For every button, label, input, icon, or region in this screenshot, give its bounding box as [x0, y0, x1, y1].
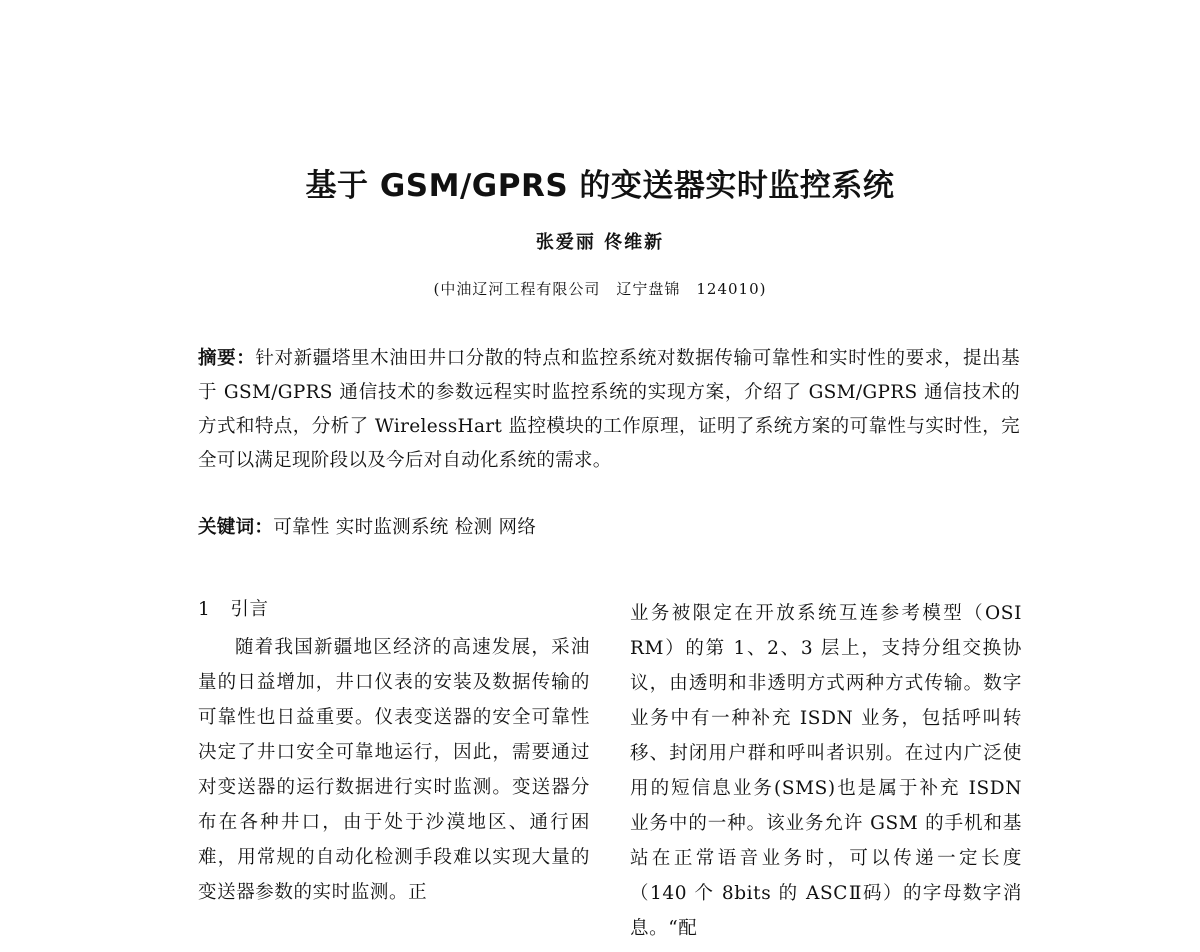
left-column: [198, 594, 590, 910]
right-column: [630, 596, 1022, 946]
keywords: [198, 511, 1020, 545]
section-number: 1: [198, 599, 211, 620]
section-title: 引言: [230, 599, 269, 620]
abstract-label: 摘要：: [198, 348, 256, 369]
authors: 张爱丽 佟维新: [535, 232, 665, 253]
paper-title: 基于 GSM/GPRS 的变送器实时监控系统: [305, 168, 895, 204]
abstract: [198, 342, 1020, 478]
keywords-label: 关键词：: [198, 517, 274, 538]
left-column-paragraph: 随着我国新疆地区经济的高速发展，采油量的日益增加，井口仪表的安装及数据传输的可靠性也日益重要。仪表变送器的安全可靠性决定了井口安全可靠地运行，因此，需要通过对变送器的运行数据进行实时监测。变送器分布在各种井口，由于处于沙漠地区、通行困难，用常规的自动化检测手段难以实现大量的变送器参数的实时监测。正: [198, 637, 590, 903]
affiliation: (中油辽河工程有限公司 辽宁盘锦 124010): [433, 280, 767, 298]
right-column-paragraph: 业务被限定在开放系统互连参考模型（OSI RM）的第 1、2、3 层上，支持分组交换协议，由透明和非透明方式两种方式传输。数字业务中有一种补充 ISDN 业务，包括呼叫转移、封闭用户群和呼叫者识别。在过内广泛使用的短信息业务(SMS)也是属于补充 ISDN 业务中的一种。该业务允许 GSM 的手机和基站在正常语音业务时，可以传递一定长度（140 个 8bits 的 ASCⅡ码）的字母数字消息。“配: [630, 603, 1022, 939]
abstract-text: 针对新疆塔里木油田井口分散的特点和监控系统对数据传输可靠性和实时性的要求，提出基于 GSM/GPRS 通信技术的参数远程实时监控系统的实现方案，介绍了 GSM/GPRS 通信技术的方式和特点，分析了 WirelessHart 监控模块的工作原理，证明了系统方案的可靠性与实时性，完全可以满足现阶段以及今后对自动化系统的需求。: [198, 348, 1020, 471]
keywords-text: 可靠性 实时监测系统 检测 网络: [273, 517, 537, 538]
section-heading: [198, 594, 590, 626]
